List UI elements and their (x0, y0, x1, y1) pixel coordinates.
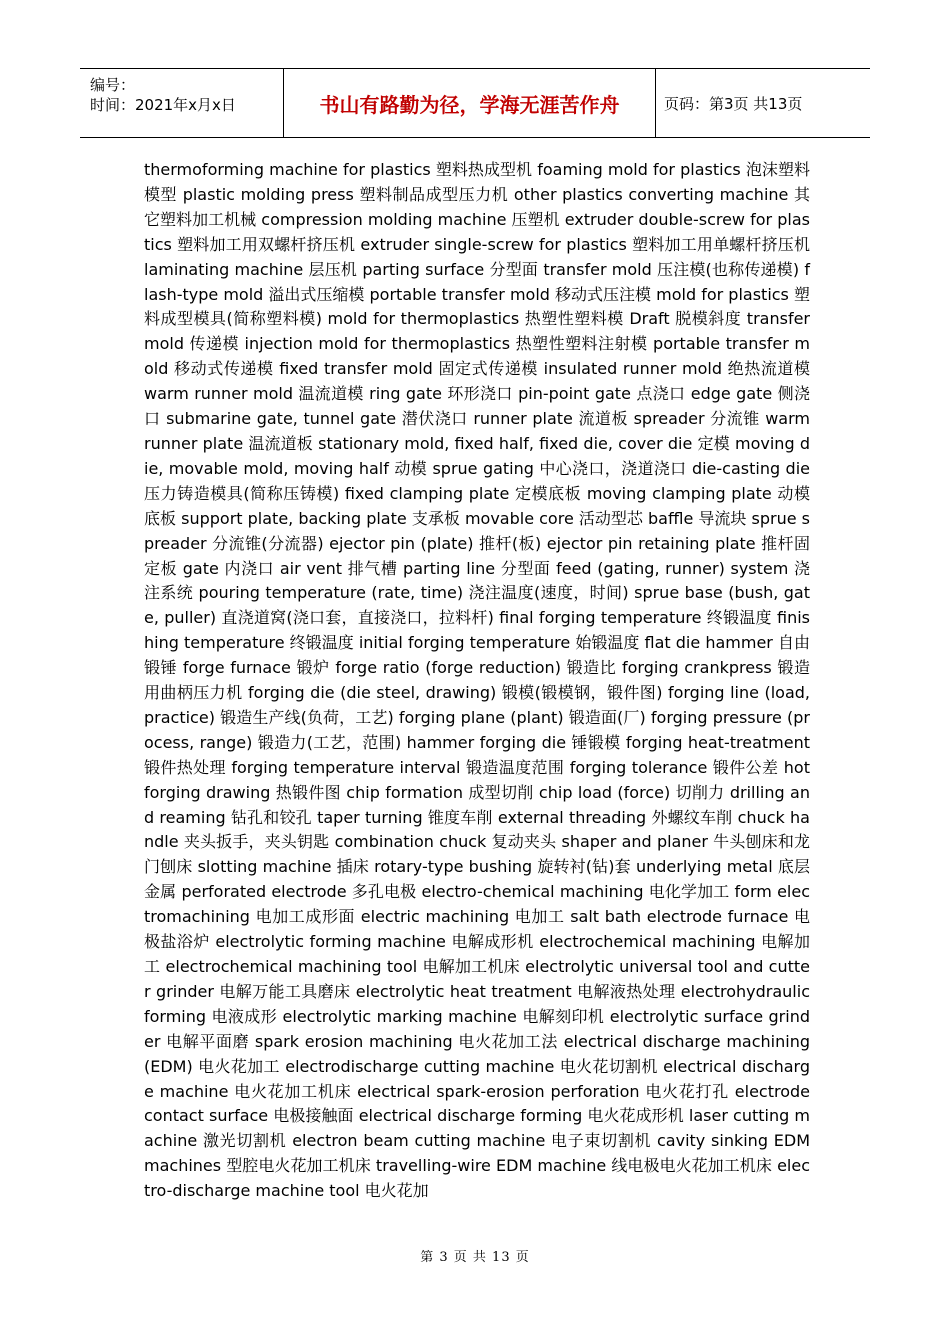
number-label: 编号： (90, 76, 136, 94)
header-page-info: 页码：第3页 共13页 (664, 94, 803, 113)
glossary-body-text: thermoforming machine for plastics 塑料热成型机 foaming mold for plastics 泡沫塑料模型 plastic molding press 塑料制品成型压力机 other plastics converting machine 其它塑料加工机械 compression molding machine 压塑机 extruder double-screw for plastics 塑料加工用双螺杆挤压机 extruder single-screw for plastics 塑料加工用单螺杆挤压机 laminating machine 层压机 parting surface 分型面 transfer mold 压注模(也称传递模) flash-type mold 溢出式压缩模 portable transfer mold 移动式压注模 mold for plastics 塑料成型模具(简称塑料模) mold for thermoplastics 热塑性塑料模 Draft 脱模斜度 transfer mold 传递模 injection mold for thermoplastics 热塑性塑料注射模 portable transfer mold 移动式传递模 fixed transfer mold 固定式传递模 insulated runner mold 绝热流道模 warm runner mold 温流道模 ring gate 环形浇口 pin-point gate 点浇口 edge gate 侧浇口 submarine gate, tunnel gate 潜伏浇口 runner plate 流道板 spreader 分流锥 warm runner plate 温流道板 stationary mold, fixed half, fixed die, cover die 定模 moving die, movable mold, moving half 动模 sprue gating 中心浇口，浇道浇口 die-casting die 压力铸造模具(简称压铸模) fixed clamping plate 定模底板 moving clamping plate 动模底板 support plate, backing plate 支承板 movable core 活动型芯 baffle 导流块 sprue spreader 分流锥(分流器) ejector pin (plate) 推杆(板) ejector pin retaining plate 推杆固定板 gate 内浇口 air vent 排气槽 parting line 分型面 feed (gating, runner) system 浇注系统 pouring temperature (rate, time) 浇注温度(速度，时间) sprue base (bush, gate, puller) 直浇道窝(浇口套，直接浇口，拉料杆) final forging temperature 终锻温度 finishing temperature 终锻温度 initial forging temperature 始锻温度 flat die hammer 自由锻锤 forge furnace 锻炉 forge ratio (forge reduction) 锻造比 forging crankpress 锻造用曲柄压力机 forging die (die steel, drawing) 锻模(锻模钢，锻件图) forging line (load, practice) 锻造生产线(负荷，工艺) forging plane (plant) 锻造面(厂) forging pressure (process, range) 锻造力(工艺，范围) hammer forging die 锤锻模 forging heat-treatment 锻件热处理 forging temperature interval 锻造温度范围 forging tolerance 锻件公差 hot forging drawing 热锻件图 chip formation 成型切削 chip load (force) 切削力 drilling and reaming 钻孔和铰孔 taper turning 锥度车削 external threading 外螺纹车削 chuck handle 夹头扳手，夹头钥匙 combination chuck 复动夹头 shaper and planer 牛头刨床和龙门刨床 slotting machine 插床 rotary-type bushing 旋转衬(钻)套 underlying metal 底层金属 perforated electrode 多孔电极 electro-chemical machining 电化学加工 form electromachining 电加工成形面 electric machining 电加工 salt bath electrode furnace 电极盐浴炉 electrolytic forming machine 电解成形机 electrochemical machining 电解加工 electrochemical machining tool 电解加工机床 electrolytic universal tool and cutter grinder 电解万能工具磨床 electrolytic heat treatment 电解液热处理 electrohydraulic forming 电液成形 electrolytic marking machine 电解刻印机 electrolytic surface grinder 电解平面磨 spark erosion machining 电火花加工法 electrical discharge machining (EDM) 电火花加工 electrodischarge cutting machine 电火花切割机 electrical discharge machine 电火花加工机床 electrical spark-erosion perforation 电火花打孔 electrode contact surface 电极接触面 electrical discharge forming 电火花成形机 laser cutting machine 激光切割机 electron beam cutting machine 电子束切割机 cavity sinking EDM machines 型腔电火花加工机床 travelling-wire EDM machine 线电极电火花加工机床 electro-discharge machine tool 电火花加 (144, 160, 810, 1201)
header-motto: 书山有路勤为径，学海无涯苦作舟 (283, 69, 656, 137)
page-footer: 第 3 页 共 13 页 (420, 1250, 530, 1265)
time-label: 时间：2021年x月x日 (90, 96, 236, 114)
page-header (80, 68, 870, 138)
header-meta (80, 69, 283, 137)
